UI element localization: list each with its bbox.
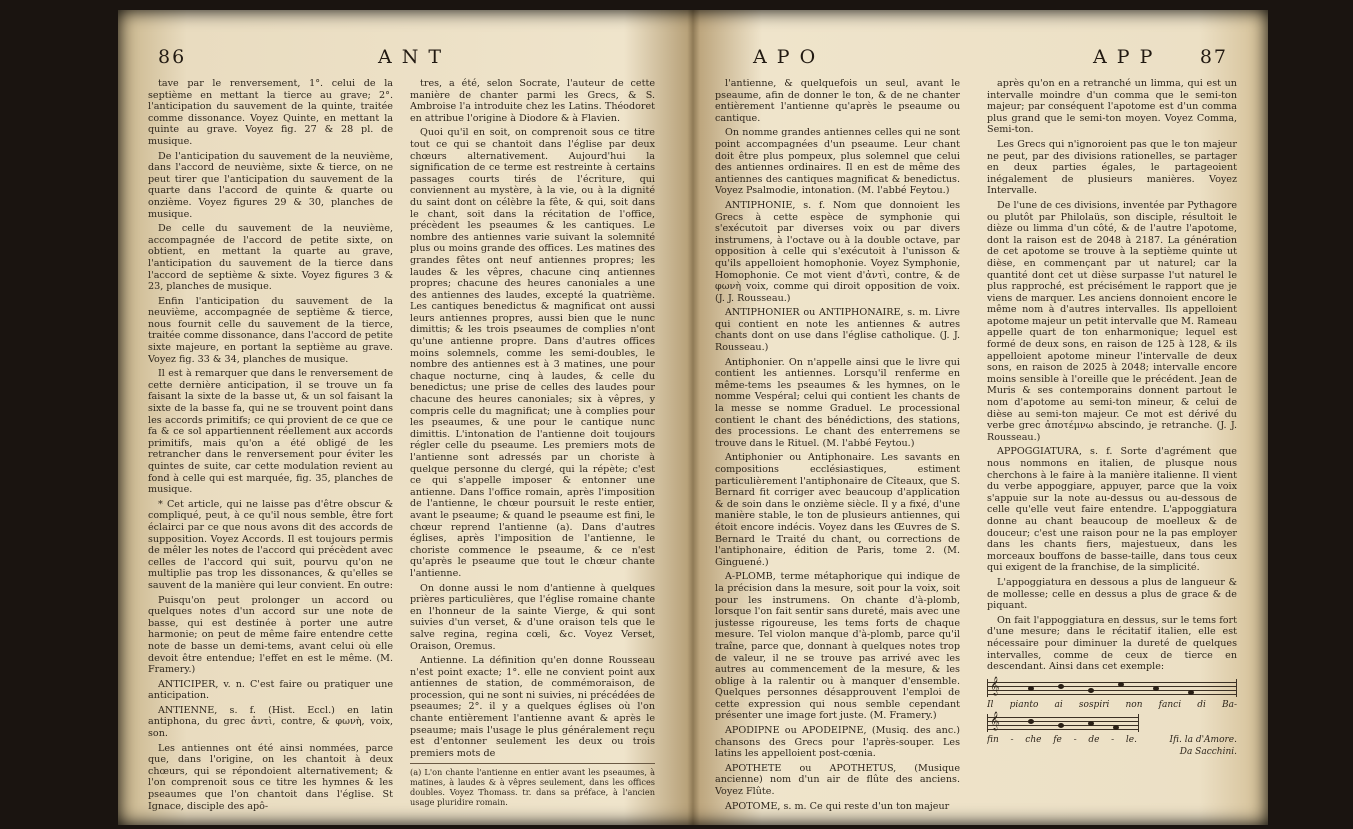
music-note <box>1153 686 1159 691</box>
page-number: 86 <box>158 46 187 68</box>
header-title: A P O <box>753 46 818 68</box>
music-staff <box>987 711 1139 732</box>
paragraph: Les Grecs qui n'ignoroient pas que le ton majeur ne peut, par des divisions rationelles, se partager en deux parties égales, le partageoient inégalement de plusieurs manières. Voyez Intervalle. <box>987 138 1237 197</box>
paragraph: après qu'on en a retranché un limma, qui est un intervalle moindre d'un comma que le semi-ton majeur; par conséquent l'apotome est d'un comma plus grand que le semi-ton moyen. Voyez Comma, Semi-ton. <box>987 78 1237 136</box>
left-page <box>118 20 693 819</box>
paragraph: L'appoggiatura en dessous a plus de langueur & de mollesse; celle en dessus a plus de grace & de piquant. <box>987 576 1237 612</box>
paragraph: l'antienne, & quelquefois un seul, avant le pseaume, afin de donner le ton, & de ne chanter entièrement l'antienne qu'après le pseaume ou cantique. <box>715 78 960 124</box>
right-running-head <box>733 46 1228 72</box>
music-note <box>1028 719 1034 724</box>
lyric: che <box>1025 735 1042 746</box>
paragraph: Quoi qu'il en soit, on comprenoit sous ce titre tout ce qui se chantoit dans l'église par deux chœurs alternativement. Aujourd'hui la signification de ce terme est restreinte à certains passages courts tirés de l'écriture, qui conviennent au mystère, à la vie, ou à la dignité du saint dont on célèbre la fête, & qui, soit dans le chant, soit dans la récitation de l'office, précèdent les pseaumes & les cantiques. Le nombre des antiennes varie suivant la solemnité plus ou moins grande des offices. Les matines des grandes fêtes ont neuf antiennes propres; les laudes & les vêpres, chacune cinq antiennes propres; chacune des heures canoniales a une des antiennes des laudes, excepté la quatrième. Les cantiques benedictus & magnificat ont aussi leurs antiennes propres, aussi bien que le nunc dimittis; & les trois pseaumes de complies n'ont qu'une antienne propre. Dans d'autres offices moins solemnels, comme les semi-doubles, le nombre des antiennes est à 3 matines, une pour chaque nocturne, cinq à laudes, & celle du benedictus; une prise de celles des laudes pour chacune des heures canoniales; six à vêpres, y compris celle du magnificat; une à complies pour les pseaumes, & une pour le cantique nunc dimittis. L'intonation de l'antienne doit toujours régler celle du pseaume. Les premiers mots de l'antienne sont adressés par un choriste à quelque personne du clergé, qui la répète; c'est ce qui s'appelle imposer & entonner une antienne. Dans l'office romain, après l'imposition de l'antienne, le chœur poursuit le reste entier, avant le pseaume; & quand le pseaume est fini, le chœur reprend l'antienne (a). Dans d'autres églises, après l'imposition de l'antienne, le choriste commence le pseaume, & ce n'est qu'après le pseaume que tout le chœur chante l'antienne. <box>410 127 655 579</box>
entry-antienne: ANTIENNE, s. f. (Hist. Eccl.) en latin antiphona, du grec ἀντὶ, contre, & φωνὴ, voix, son. <box>148 704 393 740</box>
lyric: Ba- <box>1221 699 1237 710</box>
right-column-1 <box>715 78 960 828</box>
music-note <box>1118 682 1124 687</box>
paragraph: Les antiennes ont été ainsi nommées, parce que, dans l'origine, on les chantoit à deux chœurs, qui se répondoient alternativement; & l'on comprenoit sous ce titre les hymnes & les pseaumes que l'on chantoit dans l'église. St Ignace, disciple des apô- <box>148 742 393 812</box>
lyric: - <box>1010 735 1014 746</box>
caption-line: Ifi. la d'Amore. <box>1169 735 1237 746</box>
header-title: A N T <box>378 46 444 68</box>
music-staff <box>987 675 1237 697</box>
clef-icon: 𝄞 <box>990 675 1000 695</box>
footnote: (a) L'on chante l'antienne en entier avant les pseaumes, à matines, à laudes & à vêpres seulement, dans les offices doubles. Voyez Thomass. tr. dans sa préface, à l'ancien usage pluridire romain. <box>410 763 655 807</box>
music-note <box>1058 684 1064 689</box>
lyric: - <box>1111 735 1115 746</box>
lyric: pianto <box>1009 699 1039 710</box>
paragraph: On nomme grandes antiennes celles qui ne sont point accompagnées d'un pseaume. Leur chant doit être plus pompeux, plus solemnel que celui des antiennes ordinaires. Il en est de même des antiennes des cantiques magnificat & benedictus. Voyez Psalmodie, intonation. (M. l'abbé Feytou.) <box>715 127 960 197</box>
music-note <box>1058 723 1064 728</box>
paragraph: Antienne. La définition qu'en donne Rousseau n'est point exacte; 1°. elle ne convient point aux antiennes de station, de commémoraison, de procession, qui ne sont ni suivies, ni précédées de pseaumes; 2°. il y a quelques églises où l'on chante entièrement l'antienne avant & après le pseaume; mais l'usage le plus généralement reçu est d'entonner seulement les deux ou trois premiers mots de <box>410 655 655 759</box>
entry-apothete: APOTHETE ou APOTHETUS, (Musique ancienne) nom d'un air de flûte des anciens. Voyez Flûte. <box>715 762 960 798</box>
music-note <box>1028 686 1034 691</box>
paragraph: * Cet article, qui ne laisse pas d'être obscur & compliqué, peut, à ce qu'il nous semble, être fort éclairci par ce que nous avons dit des accords de supposition. Voyez Accords. Il est toujours permis de mêler les notes de l'accord qui précèdent avec celles de l'accord qui suit, pourvu qu'on ne multiplie pas trop les dissonances, & qu'elles se sauvent de la manière qui leur convient. En outre: <box>148 498 393 591</box>
music-note <box>1088 721 1094 726</box>
paragraph: Il est à remarquer que dans le renversement de cette dernière anticipation, il se trouve un fa faisant la sixte de la basse ut, & un sol faisant la sixte de la basse fa, qui ne se trouvent point dans les accords primitifs; ce qui provient de ce que ce fa & ce sol appartiennent réellement aux accords primitifs, mais qu'on a été obligé de les retrancher dans le renversement pour éviter les quintes de suite, car cette modulation revient au fond à celle qui est marquée, fig. 35, planches de musique. <box>148 368 393 496</box>
lyric: Il <box>987 699 994 710</box>
paragraph: Antiphonier. On n'appelle ainsi que le livre qui contient les antiennes. Lorsqu'il renferme en même-tems les pseaumes & les hymnes, on le nomme Vespéral; celui qui contient les chants de la messe se nomme Graduel. Le processional contient le chant des bénédictions, des stations, des processions. Le chant des enterremens se trouve dans le Rituel. (M. l'abbé Feytou.) <box>715 356 960 449</box>
lyric: fanci <box>1158 699 1182 710</box>
paragraph: Puisqu'on peut prolonger un accord ou quelques notes d'un accord sur une note de basse, qui est destinée à porter une autre harmonie; on peut de même faire entendre cette note de basse un demi-tems, avant celui où elle devoit être entendue; l'effet en est le même. (M. Framery.) <box>148 594 393 676</box>
paragraph: De l'anticipation du sauvement de la neuvième, dans l'accord de neuvième, sixte & tierce, on ne peut tirer que l'anticipation du sauvement de la quarte dans l'accord de quinte & quarte ou onzième. Voyez figures 29 & 30, planches de musique. <box>148 150 393 220</box>
book-spread <box>118 10 1268 825</box>
lyric: ai <box>1054 699 1063 710</box>
lyrics-line-2 <box>987 735 1137 758</box>
lyric: le. <box>1125 735 1137 746</box>
music-note <box>1088 688 1094 693</box>
left-column-2 <box>410 78 655 828</box>
paragraph: tave par le renversement, 1°. celui de la septième en mettant la tierce au grave; 2°. l'anticipation du sauvement de la quinte, traitée comme dissonance. Voyez Quinte, en mettant la quinte au grave. Voyez fig. 27 & 28 pl. de musique. <box>148 78 393 147</box>
page-number: 87 <box>1199 46 1228 68</box>
entry-a-plomb: A-PLOMB, terme métaphorique qui indique de la précision dans la mesure, soit pour la voix, soit pour les instrumens. On chante d'à-plomb, lorsque l'on fait sentir sans dureté, mais avec une justesse rigoureuse, les tems forts de chaque mesure. Tel violon manque d'à-plomb, parce qu'il traîne, parce que, donnant à quelques notes trop de valeur, il ne se trouve pas arrivé avec les autres au commencement de la mesure, & les oblige à la ralentir ou à manquer d'ensemble. Quelques personnes désapprouvent l'emploi de cette expression qui nous semble cependant présenter une image fort juste. (M. Framery.) <box>715 571 960 722</box>
paragraph: Enfin l'anticipation du sauvement de la neuvième, accompagnée de septième & tierce, nous fournit celle du sauvement de la tierce, traitée comme dissonance, dans l'accord de petite sixte majeure, en portant la septième au grave. Voyez fig. 33 & 34, planches de musique. <box>148 295 393 365</box>
lyric: non <box>1125 699 1143 710</box>
paragraph: On fait l'appoggiatura en dessus, sur le tems fort d'une mesure; dans le récitatif italien, elle est nécessaire pour diminuer la dureté de quelques intervalles, comme de ceux de tierce en descendant. Ainsi dans cet exemple: <box>987 614 1237 673</box>
paragraph: De celle du sauvement de la neuvième, accompagnée de l'accord de petite sixte, on obtient, en mettant la quarte au grave, l'anticipation du sauvement de la tierce dans l'accord de septième & sixte. Voyez figures 3 & 23, planches de musique. <box>148 223 393 293</box>
lyric: de <box>1088 735 1100 746</box>
clef-icon: 𝄞 <box>990 711 1000 731</box>
left-running-head <box>158 46 653 72</box>
paragraph: De l'une de ces divisions, inventée par Pythagore ou plutôt par Philolaüs, son disciple, résultoit le dièze ou limma d'un côté, & de l'autre l'apotome, dont la raison est de 2048 à 2187. La génération de cet apotome se trouve à la septième quinte ut dièse, en commençant par ut naturel; car la quantité dont cet ut dièse surpasse l'ut naturel le plus rapproché, est précisément le rapport que je viens de marquer. Les anciens donnoient encore le même nom à d'autres intervalles. Ils appelloient apotome majeur un petit intervalle que M. Rameau appelle quart de ton enharmonique; lequel est formé de deux sons, en raison de 125 à 128, & ils appelloient apotome mineur l'intervalle de deux sons, en raison de 2025 à 2048; intervalle encore moins sensible à l'oreille que le précédent. Jean de Muris & ses contemporains donnent partout le nom d'apotome au semi-ton mineur, & celui de dièse au semi-ton majeur. Ce mot est dérivé du verbe grec ἀποτέμνω abscindo, je retranche. (J. J. Rousseau.) <box>987 199 1237 443</box>
paragraph: On donne aussi le nom d'antienne à quelques prières particulières, que l'église romaine chante en l'honneur de la sainte Vierge, & qui sont suivies d'un verset, & d'une oraison tels que le salve regina, regina cœli, &c. Voyez Verset, Oraison, Oremus. <box>410 582 655 652</box>
right-page <box>693 20 1268 819</box>
paragraph: tres, a été, selon Socrate, l'auteur de cette manière de chanter parmi les Grecs, & S. Ambroise l'a introduite chez les Latins. Théodoret en attribue l'origine à Diodore & à Flavien. <box>410 78 655 124</box>
entry-appoggiatura: APPOGGIATURA, s. f. Sorte d'agrément que nous nommons en italien, de plusque nous cherchons à le faire à la manière italienne. Il vient du verbe appoggiare, appuyer, parce que la voix s'appuie sur la note au-dessus ou au-dessous de celle qu'elle veut faire entendre. L'appoggiatura donne au chant beaucoup de moelleux & de douceur; c'est une raison pour ne la pas employer dans les chants fiers, majestueux, dans les morceaux bouffons de basse-taille, dans tous ceux qui exigent de la franchise, de la simplicité. <box>987 446 1237 574</box>
lyric: fin <box>987 735 999 746</box>
music-examples <box>987 675 1237 759</box>
music-note <box>1113 725 1119 730</box>
entry-antiphonier: ANTIPHONIER ou ANTIPHONAIRE, s. m. Livre qui contient en note les antiennes & autres chants dont on use dans l'église catholique. (J. J. Rousseau.) <box>715 307 960 354</box>
header-title-2: A P P <box>1093 46 1155 68</box>
lyrics-line-1 <box>987 700 1237 712</box>
entry-apotome: APOTOME, s. m. Ce qui reste d'un ton majeur <box>725 800 950 812</box>
paragraph: Antiphonier ou Antiphonaire. Les savants en compositions ecclésiastiques, estiment particulièrement l'antiphonaire de Cîteaux, que S. Bernard fit corriger avec beaucoup d'application & de soin dans le onzième siècle. Il y a fixé, d'une manière stable, le ton de plusieurs antiennes, qui étoit encore indécis. Voyez dans les Œuvres de S. Bernard le Traité du chant, ou corrections de l'antiphonaire, édition de Paris, tome 2. (M. Ginguené.) <box>715 452 960 568</box>
entry-apodipne: APODIPNE ou APODEIPNE, (Musiq. des anc.) chansons des Grecs pour l'après-souper. Les latins les appelloient post-cœnia. <box>715 725 960 760</box>
right-column-2 <box>987 78 1237 828</box>
example-2-row <box>987 735 1237 758</box>
lyric: fe <box>1053 735 1062 746</box>
entry-antiphonie: ANTIPHONIE, s. f. Nom que donnoient les Grecs à cette espèce de symphonie qui s'exécutoit par diverses voix ou par divers instrumens, à l'octave ou à la double octave, par opposition à celle qui s'exécutoit à l'unisson & qu'ils appelloient homophonie. Voyez Symphonie, Homophonie. Ce mot vient d'ἀντὶ, contre, & de φωνὴ voix, comme qui diroit opposition de voix. (J. J. Rousseau.) <box>715 199 960 304</box>
example-caption <box>1169 735 1237 758</box>
left-column-1 <box>148 78 393 828</box>
music-note <box>1188 690 1194 695</box>
lyric: sospiri <box>1078 699 1110 710</box>
entry-anticiper: ANTICIPER, v. n. C'est faire ou pratiquer une anticipation. <box>148 678 393 702</box>
lyric: di <box>1197 699 1206 710</box>
caption-line: Da Sacchini. <box>1179 746 1237 757</box>
lyric: - <box>1073 735 1077 746</box>
